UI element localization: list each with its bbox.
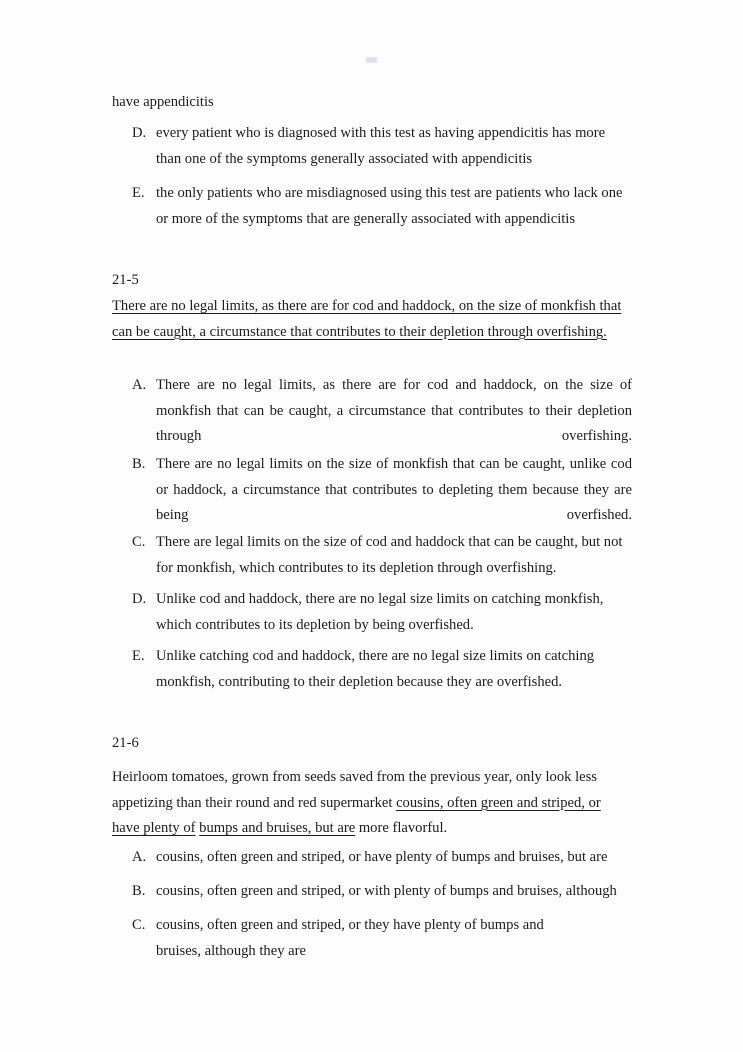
question-stem-21-6 <box>112 765 624 842</box>
choice-text: Unlike cod and haddock, there are no legal size limits on catching monkfish, which contributes to its depletion by being overfished. <box>156 591 604 633</box>
stem-plain-start: Heirloom tomatoes, grown from seeds saved from the previous year, only look less appetizing than their round and red supermarket <box>112 769 597 811</box>
choice-letter: E. <box>132 648 145 664</box>
choice-text: cousins, often green and striped, or they have plenty of bumps and bruises, although they are <box>156 917 544 959</box>
choice-c-21-6 <box>132 913 587 964</box>
stem-underlined-first: cousins, often green and striped, or have plenty of <box>112 794 601 836</box>
choice-letter: E. <box>132 185 145 201</box>
choice-b-21-6 <box>132 879 632 905</box>
choice-d-21-5 <box>132 587 632 638</box>
question-number-21-5: 21-5 <box>112 272 139 288</box>
choice-letter: B. <box>132 456 146 472</box>
choice-text: There are legal limits on the size of cod and haddock that can be caught, but not for monkfish, which contributes to its depletion through overfishing. <box>156 534 623 576</box>
choice-letter: D. <box>132 591 147 607</box>
stem-plain-end: more flavorful. <box>355 820 448 836</box>
choice-text: cousins, often green and striped, or with plenty of bumps and bruises, although <box>156 883 617 899</box>
choice-a-21-6 <box>132 845 632 871</box>
choice-text: cousins, often green and striped, or have plenty of bumps and bruises, but are <box>156 849 608 865</box>
scan-artifact-mark <box>366 57 377 63</box>
choice-letter: B. <box>132 883 146 899</box>
choice-letter: D. <box>132 125 147 141</box>
question-stem-21-5 <box>112 294 636 345</box>
choice-letter: A. <box>132 849 147 865</box>
choice-text: every patient who is diagnosed with this test as having appendicitis has more than one of the symptoms generally associated with appendicitis <box>156 125 606 167</box>
question-number-21-6: 21-6 <box>112 735 139 751</box>
choice-letter: C. <box>132 534 146 550</box>
choice-e-21-5 <box>132 644 632 695</box>
stem-underlined-text: There are no legal limits, as there are for cod and haddock, on the size of monkfish that can be caught, a circumstance that contributes to their depletion through overfishing. <box>112 298 622 340</box>
choice-text: There are no legal limits, as there are for cod and haddock, on the size of monkfish that can be caught, a circumstance that contributes to their depletion through overfishing. <box>156 377 632 444</box>
carryover-line: have appendicitis <box>112 94 214 110</box>
choice-text: the only patients who are misdiagnosed using this test are patients who lack one or more of the symptoms that are generally associated with appendicitis <box>156 185 623 227</box>
choice-text: Unlike catching cod and haddock, there are no legal size limits on catching monkfish, contributing to their depletion because they are overfished. <box>156 648 595 690</box>
stem-underlined-second: bumps and bruises, but are <box>199 820 356 836</box>
choice-letter: A. <box>132 377 147 393</box>
choice-e-previous <box>132 181 632 232</box>
choice-c-21-5 <box>132 530 632 581</box>
choice-d-previous <box>132 121 632 172</box>
choice-text: There are no legal limits on the size of monkfish that can be caught, unlike cod or haddock, a circumstance that contributes to depleting them because they are being overfished. <box>156 456 632 523</box>
choice-letter: C. <box>132 917 146 933</box>
